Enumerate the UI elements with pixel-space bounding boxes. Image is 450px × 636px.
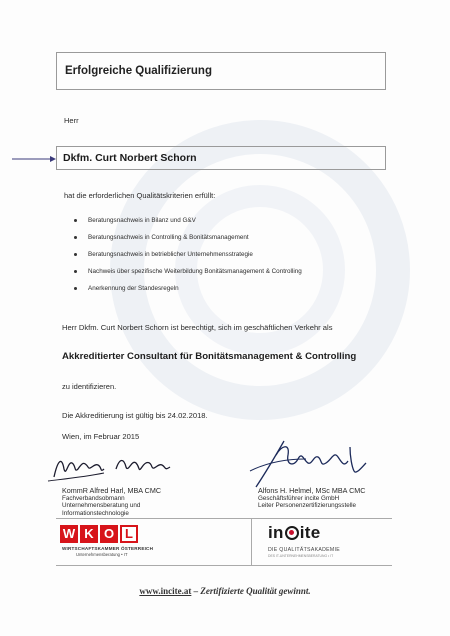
wko-letter: L — [120, 525, 138, 543]
signature-right — [246, 437, 376, 492]
signer-left-name: KommR Alfred Harl, MBA CMC — [62, 486, 162, 495]
signer-right — [258, 487, 365, 510]
criteria-list — [72, 217, 302, 302]
title-box — [56, 52, 386, 90]
bullet-icon — [74, 270, 77, 273]
signer-left — [62, 487, 161, 517]
list-item: Anerkennung der Standesregeln — [72, 285, 302, 302]
place-date: Wien, im Februar 2015 — [62, 432, 140, 441]
signer-right-role1: Geschäftsführer incite GmbH — [258, 494, 340, 502]
list-item: Nachweis über spezifische Weiterbildung Bonitätsmanagement & Controlling — [72, 268, 302, 285]
name-box — [56, 146, 386, 170]
incite-logo — [268, 523, 388, 563]
wko-subtitle: WIRTSCHAFTSKAMMER ÖSTERREICH — [62, 546, 154, 551]
wko-letters — [60, 525, 140, 543]
incite-subtitle: DIE QUALITÄTSAKADEMIE — [268, 547, 341, 553]
bullet-icon — [74, 219, 77, 222]
signer-right-role2: Leiter Personenzertifizierungsstelle — [258, 502, 357, 510]
salutation: Herr — [64, 116, 79, 125]
identify-text: zu identifizieren. — [62, 382, 117, 391]
signer-left-role3: Informationstechnologie — [62, 509, 129, 517]
bullet-icon — [74, 236, 77, 239]
signer-left-role2: Unternehmensberatung und — [62, 502, 141, 510]
bullet-icon — [74, 287, 77, 290]
certificate-title: Erfolgreiche Qualifizierung — [65, 65, 212, 77]
arrow-icon — [12, 154, 56, 164]
incite-wordmark: in ite — [268, 523, 321, 542]
signer-right-name: Alfons H. Helmel, MSc MBA CMC — [258, 486, 366, 495]
list-item: Beratungsnachweis in Controlling & Bonitätsmanagement — [72, 234, 302, 251]
incite-tagline: DES IT-UNTERNEHMENSBERATUNG • IT — [268, 554, 334, 558]
incite-c-icon — [285, 526, 299, 540]
signer-left-role1: Fachverbandsobmann — [62, 494, 125, 502]
criteria-intro: hat die erforderlichen Qualitätskriterien erfüllt: — [64, 191, 216, 200]
signature-left — [44, 447, 194, 487]
list-item: Beratungsnachweis in Bilanz und G&V — [72, 217, 302, 234]
recipient-name: Dkfm. Curt Norbert Schorn — [63, 152, 197, 164]
validity-text: Die Akkreditierung ist gültig bis 24.02.2018. — [62, 411, 208, 420]
list-item: Beratungsnachweis in betrieblicher Unternehmensstrategie — [72, 251, 302, 268]
wko-department: Unternehmensberatung • IT — [76, 552, 128, 557]
footer — [0, 586, 450, 596]
wko-letter: K — [80, 525, 98, 543]
wko-logo — [60, 525, 184, 559]
footer-tagline: – Zertifizierte Qualität gewinnt. — [191, 586, 311, 596]
logo-divider — [251, 519, 252, 565]
wko-letter: W — [60, 525, 78, 543]
footer-url-link[interactable]: www.incite.at — [139, 586, 192, 596]
statement: Herr Dkfm. Curt Norbert Schorn ist berechtigt, sich im geschäftlichen Verkehr als — [62, 323, 333, 332]
logo-bar — [56, 518, 392, 566]
wko-letter: O — [100, 525, 118, 543]
accreditation-title: Akkreditierter Consultant für Bonitätsmanagement & Controlling — [62, 351, 357, 362]
bullet-icon — [74, 253, 77, 256]
